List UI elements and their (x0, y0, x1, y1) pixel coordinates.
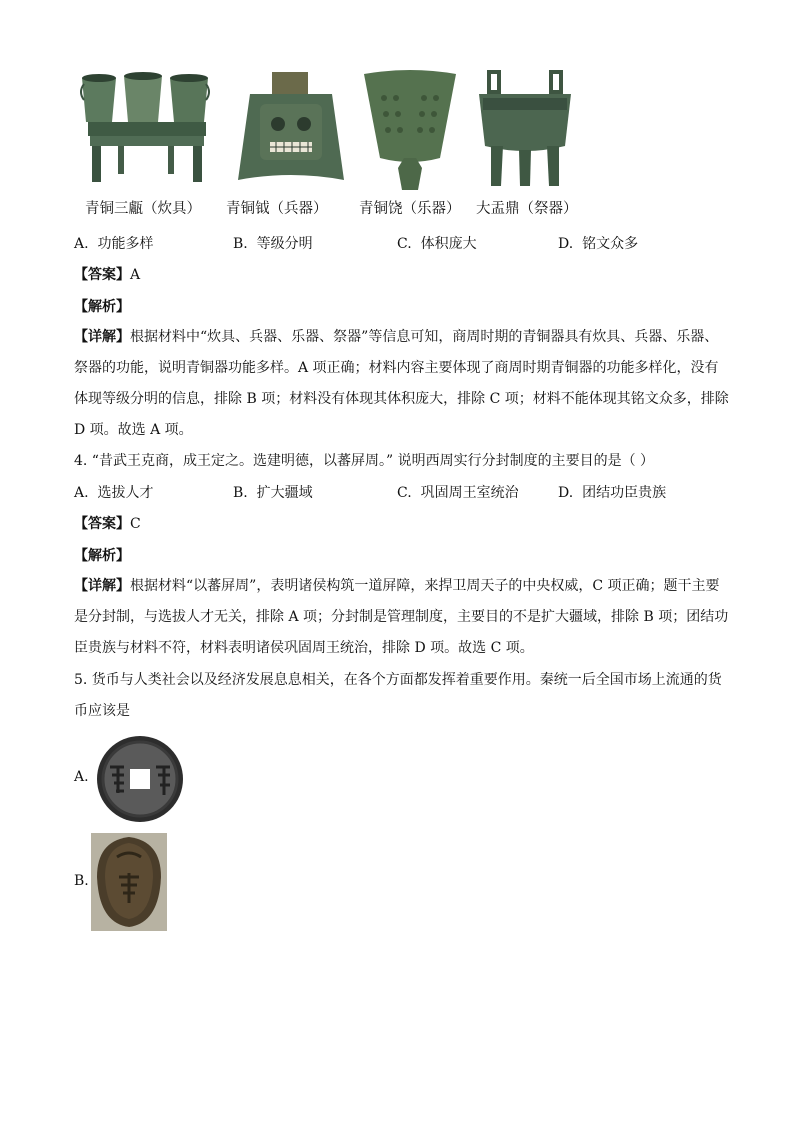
q3-detail-line-4: D 项。故选 A 项。 (74, 422, 193, 438)
q4-option-b (233, 482, 313, 502)
q3-detail-text-1: 根据材料中“炊具、兵器、乐器、祭器”等信息可知，商周时期的青铜器具有炊具、兵器、乐器、 (130, 329, 719, 345)
q3-option-d-text: 铭文众多 (582, 236, 639, 252)
banliang-coin-image (94, 735, 186, 823)
caption-bronze-yue: 青铜钺（兵器） (226, 201, 328, 217)
q3-option-a-text: 功能多样 (97, 236, 154, 252)
q3-analysis-label: 【解析】 (74, 299, 130, 315)
da-yu-ding-image (475, 70, 575, 190)
q4-option-c (397, 482, 519, 502)
q3-option-d-letter: D. (558, 236, 574, 252)
q4-option-d (558, 482, 666, 502)
q4-option-a (74, 482, 153, 502)
bronze-yue-axe-image (232, 70, 350, 185)
caption-bronze-three-yan: 青铜三甗（炊具） (85, 201, 201, 217)
q4-option-a-text: 选拔人才 (97, 485, 154, 501)
q3-answer (74, 264, 140, 284)
q4-option-d-text: 团结功臣贵族 (582, 485, 667, 501)
q3-detail-line-1 (74, 327, 718, 347)
q4-analysis-label: 【解析】 (74, 548, 130, 564)
q3-answer-label: 【答案】 (74, 267, 130, 283)
q3-answer-value: A (130, 267, 141, 283)
ant-nose-coin-image (91, 833, 167, 931)
q4-option-b-letter: B. (233, 485, 248, 501)
q3-option-a (74, 233, 153, 253)
q5-option-b-label: B. (74, 873, 89, 889)
q3-option-c-letter: C. (397, 236, 412, 252)
q4-detail-text-1: 根据材料“以蕃屏周”，表明诸侯构筑一道屏障，来捍卫周天子的中央权威，C 项正确；题干主要 (130, 578, 720, 594)
q4-detail-line-1 (74, 576, 719, 596)
q4-option-c-letter: C. (397, 485, 412, 501)
q4-option-b-text: 扩大疆域 (256, 485, 313, 501)
q3-option-b-text: 等级分明 (256, 236, 313, 252)
q3-option-c (397, 233, 477, 253)
q4-answer-label: 【答案】 (74, 516, 130, 532)
q4-option-d-letter: D. (558, 485, 574, 501)
q3-detail-line-2: 祭器的功能，说明青铜器功能多样。A 项正确；材料内容主要体现了商周时期青铜器的功能多样化，没有 (74, 360, 719, 376)
caption-da-yu-ding: 大盂鼎（祭器） (476, 201, 578, 217)
q4-detail-line-2: 是分封制，与选拔人才无关，排除 A 项；分封制是管理制度，主要目的不是扩大疆域，排除 B 项；团结功 (74, 609, 729, 625)
q3-detail-label: 【详解】 (74, 329, 130, 345)
q3-option-c-text: 体积庞大 (420, 236, 477, 252)
q4-detail-label: 【详解】 (74, 578, 130, 594)
q5-stem-line-2: 币应该是 (74, 703, 130, 719)
q4-answer-value: C (130, 516, 141, 532)
q3-option-b-letter: B. (233, 236, 248, 252)
q4-option-c-text: 巩固周王室统治 (420, 485, 519, 501)
q4-detail-line-3: 臣贵族与材料不符，材料表明诸侯巩固周王统治，排除 D 项。故选 C 项。 (74, 640, 534, 656)
bronze-nao-bell-image (360, 68, 460, 193)
q5-stem-line-1: 5. 货币与人类社会以及经济发展息息相关，在各个方面都发挥着重要作用。秦统一后全国市场上流通的货 (74, 672, 722, 688)
q3-option-d (558, 233, 638, 253)
q4-stem: 4. “昔武王克商，成王定之。选建明德，以蕃屏周。” 说明西周实行分封制度的主要目的是（ ） (74, 453, 655, 469)
q3-detail-line-3: 体现等级分明的信息，排除 B 项；材料没有体现其体积庞大，排除 C 项；材料不能体现其铭文众多，排除 (74, 391, 729, 407)
caption-bronze-nao: 青铜饶（乐器） (359, 201, 461, 217)
bronze-three-yan-image (78, 70, 213, 185)
q3-option-a-letter: A. (74, 236, 89, 252)
q3-option-b (233, 233, 313, 253)
q5-option-a-label: A. (74, 769, 89, 785)
q4-option-a-letter: A. (74, 485, 89, 501)
q4-answer (74, 513, 141, 533)
